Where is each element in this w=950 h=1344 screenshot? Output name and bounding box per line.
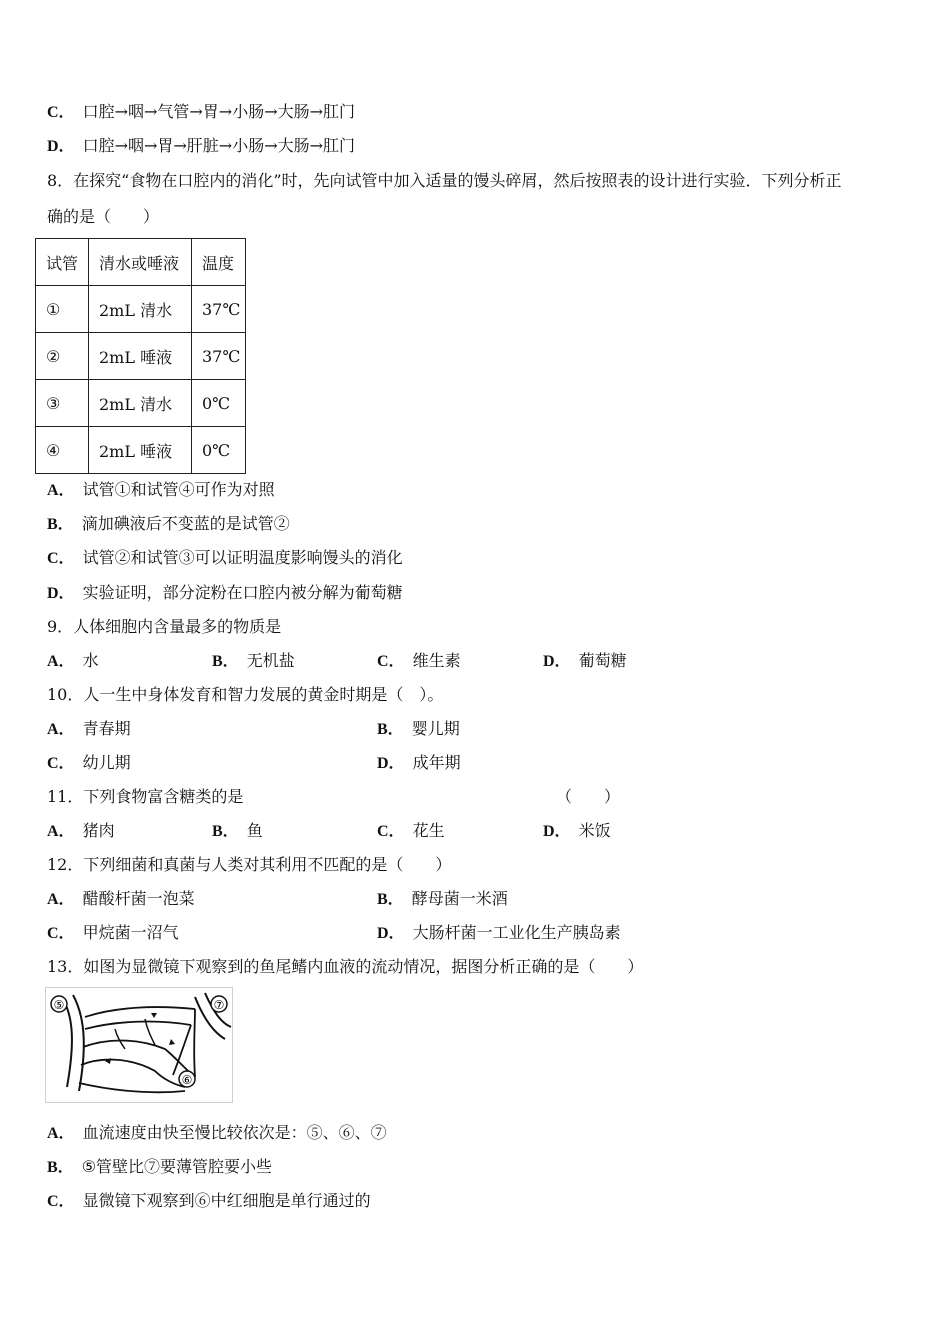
q9-option-d <box>543 651 627 672</box>
option-text: 幼儿期 <box>82 753 131 772</box>
option-letter: B． <box>377 891 404 908</box>
option-text: 鱼 <box>246 821 263 840</box>
option-letter: C． <box>47 925 75 942</box>
q7-option-d <box>47 136 355 157</box>
table-row <box>36 333 246 380</box>
table-row <box>36 427 246 474</box>
option-text: 米饭 <box>578 821 611 840</box>
table-cell: 37℃ <box>192 286 246 333</box>
option-letter: B． <box>212 653 239 670</box>
option-letter: A． <box>47 721 75 738</box>
q13-option-c <box>47 1191 371 1212</box>
table-row <box>36 380 246 427</box>
option-letter: C． <box>377 653 405 670</box>
q10-option-d <box>377 753 461 774</box>
q8-option-d <box>47 583 403 604</box>
option-letter: A． <box>47 891 75 908</box>
option-text: 酵母菌一米酒 <box>411 889 508 908</box>
q11-option-c <box>377 821 445 842</box>
option-letter: A． <box>47 823 75 840</box>
option-letter: C． <box>47 550 75 567</box>
q9-stem: 9．人体细胞内含量最多的物质是 <box>47 617 282 636</box>
option-letter: D． <box>543 823 571 840</box>
option-letter: D． <box>47 138 75 155</box>
figure-label-7: ⑦ <box>213 998 225 1012</box>
option-text: 维生素 <box>412 651 461 670</box>
option-text: 花生 <box>412 821 445 840</box>
option-text: 葡萄糖 <box>578 651 627 670</box>
q11-answer-paren: （ ） <box>556 787 621 806</box>
option-text: 无机盐 <box>246 651 295 670</box>
q8-stem-line1: 8．在探究“食物在口腔内的消化”时，先向试管中加入适量的馒头碎屑，然后按照表的设计进行实验．下列分析正 <box>47 171 842 190</box>
q12-option-c <box>47 923 179 944</box>
q11-stem: 11．下列食物富含糖类的是 <box>47 787 244 806</box>
q11-option-a <box>47 821 115 842</box>
option-text: 婴儿期 <box>411 719 460 738</box>
table-cell: 2mL 唾液 <box>89 427 192 474</box>
table-cell: 2mL 清水 <box>89 380 192 427</box>
option-text: 试管②和试管③可以证明温度影响馒头的消化 <box>82 548 403 567</box>
table-row <box>36 286 246 333</box>
q12-option-b <box>377 889 508 910</box>
q12-option-d <box>377 923 621 944</box>
option-letter: D． <box>377 925 405 942</box>
table-header: 清水或唾液 <box>89 239 192 286</box>
q8-stem-line2: 确的是（ ） <box>47 207 160 226</box>
option-text: 水 <box>82 651 99 670</box>
option-text: 大肠杆菌一工业化生产胰岛素 <box>412 923 621 942</box>
q8-option-a <box>47 480 275 501</box>
option-letter: A． <box>47 653 75 670</box>
option-letter: D． <box>47 585 75 602</box>
q9-option-a <box>47 651 99 672</box>
option-text: ⑤管壁比⑦要薄管腔要小些 <box>81 1157 273 1176</box>
option-letter: B． <box>212 823 239 840</box>
q8-option-c <box>47 548 403 569</box>
option-text: 青春期 <box>82 719 131 738</box>
q12-stem: 12．下列细菌和真菌与人类对其利用不匹配的是（ ） <box>47 855 452 874</box>
table-cell: 2mL 清水 <box>89 286 192 333</box>
option-letter: D． <box>377 755 405 772</box>
option-text: 试管①和试管④可作为对照 <box>82 480 275 499</box>
table-cell: ② <box>36 333 89 380</box>
q13-option-a <box>47 1123 387 1144</box>
q10-stem: 10．人一生中身体发育和智力发展的黄金时期是（ ）。 <box>47 685 444 704</box>
q13-stem: 13．如图为显微镜下观察到的鱼尾鳍内血液的流动情况，据图分析正确的是（ ） <box>47 957 644 976</box>
option-letter: C． <box>377 823 405 840</box>
option-letter: D． <box>543 653 571 670</box>
option-text: 口腔→咽→胃→肝脏→小肠→大肠→肛门 <box>82 136 356 155</box>
figure-label-5: ⑤ <box>53 998 65 1012</box>
q10-option-c <box>47 753 131 774</box>
q7-option-c <box>47 102 355 123</box>
fish-tail-capillary-diagram <box>45 987 233 1103</box>
table-cell: ③ <box>36 380 89 427</box>
q9-option-b <box>212 651 295 672</box>
option-letter: C． <box>47 1193 75 1210</box>
table-header: 温度 <box>192 239 246 286</box>
q10-option-a <box>47 719 131 740</box>
option-letter: B． <box>47 1159 74 1176</box>
q13-blood-flow-figure <box>45 987 233 1103</box>
option-text: 实验证明，部分淀粉在口腔内被分解为葡萄糖 <box>82 583 403 602</box>
option-letter: C． <box>47 755 75 772</box>
option-text: 成年期 <box>412 753 461 772</box>
table-cell: ① <box>36 286 89 333</box>
option-text: 甲烷菌一沼气 <box>82 923 179 942</box>
q8-option-b <box>47 514 290 535</box>
q12-option-a <box>47 889 195 910</box>
table-cell: 37℃ <box>192 333 246 380</box>
option-text: 血流速度由快至慢比较依次是：⑤、⑥、⑦ <box>82 1123 387 1142</box>
option-letter: A． <box>47 1125 75 1142</box>
table-header: 试管 <box>36 239 89 286</box>
option-text: 猪肉 <box>82 821 115 840</box>
q9-option-c <box>377 651 461 672</box>
option-text: 滴加碘液后不变蓝的是试管② <box>81 514 290 533</box>
q11-option-d <box>543 821 611 842</box>
option-text: 醋酸杆菌一泡菜 <box>82 889 195 908</box>
q8-experiment-table <box>35 238 246 474</box>
option-letter: C． <box>47 104 75 121</box>
option-text: 显微镜下观察到⑥中红细胞是单行通过的 <box>82 1191 371 1210</box>
table-cell: 2mL 唾液 <box>89 333 192 380</box>
table-cell: 0℃ <box>192 427 246 474</box>
table-cell: 0℃ <box>192 380 246 427</box>
figure-label-6: ⑥ <box>181 1073 193 1087</box>
option-text: 口腔→咽→气管→胃→小肠→大肠→肛门 <box>82 102 356 121</box>
table-header-row <box>36 239 246 286</box>
option-letter: B． <box>47 516 74 533</box>
q10-option-b <box>377 719 460 740</box>
table-cell: ④ <box>36 427 89 474</box>
option-letter: A． <box>47 482 75 499</box>
q13-option-b <box>47 1157 272 1178</box>
option-letter: B． <box>377 721 404 738</box>
q11-option-b <box>212 821 263 842</box>
